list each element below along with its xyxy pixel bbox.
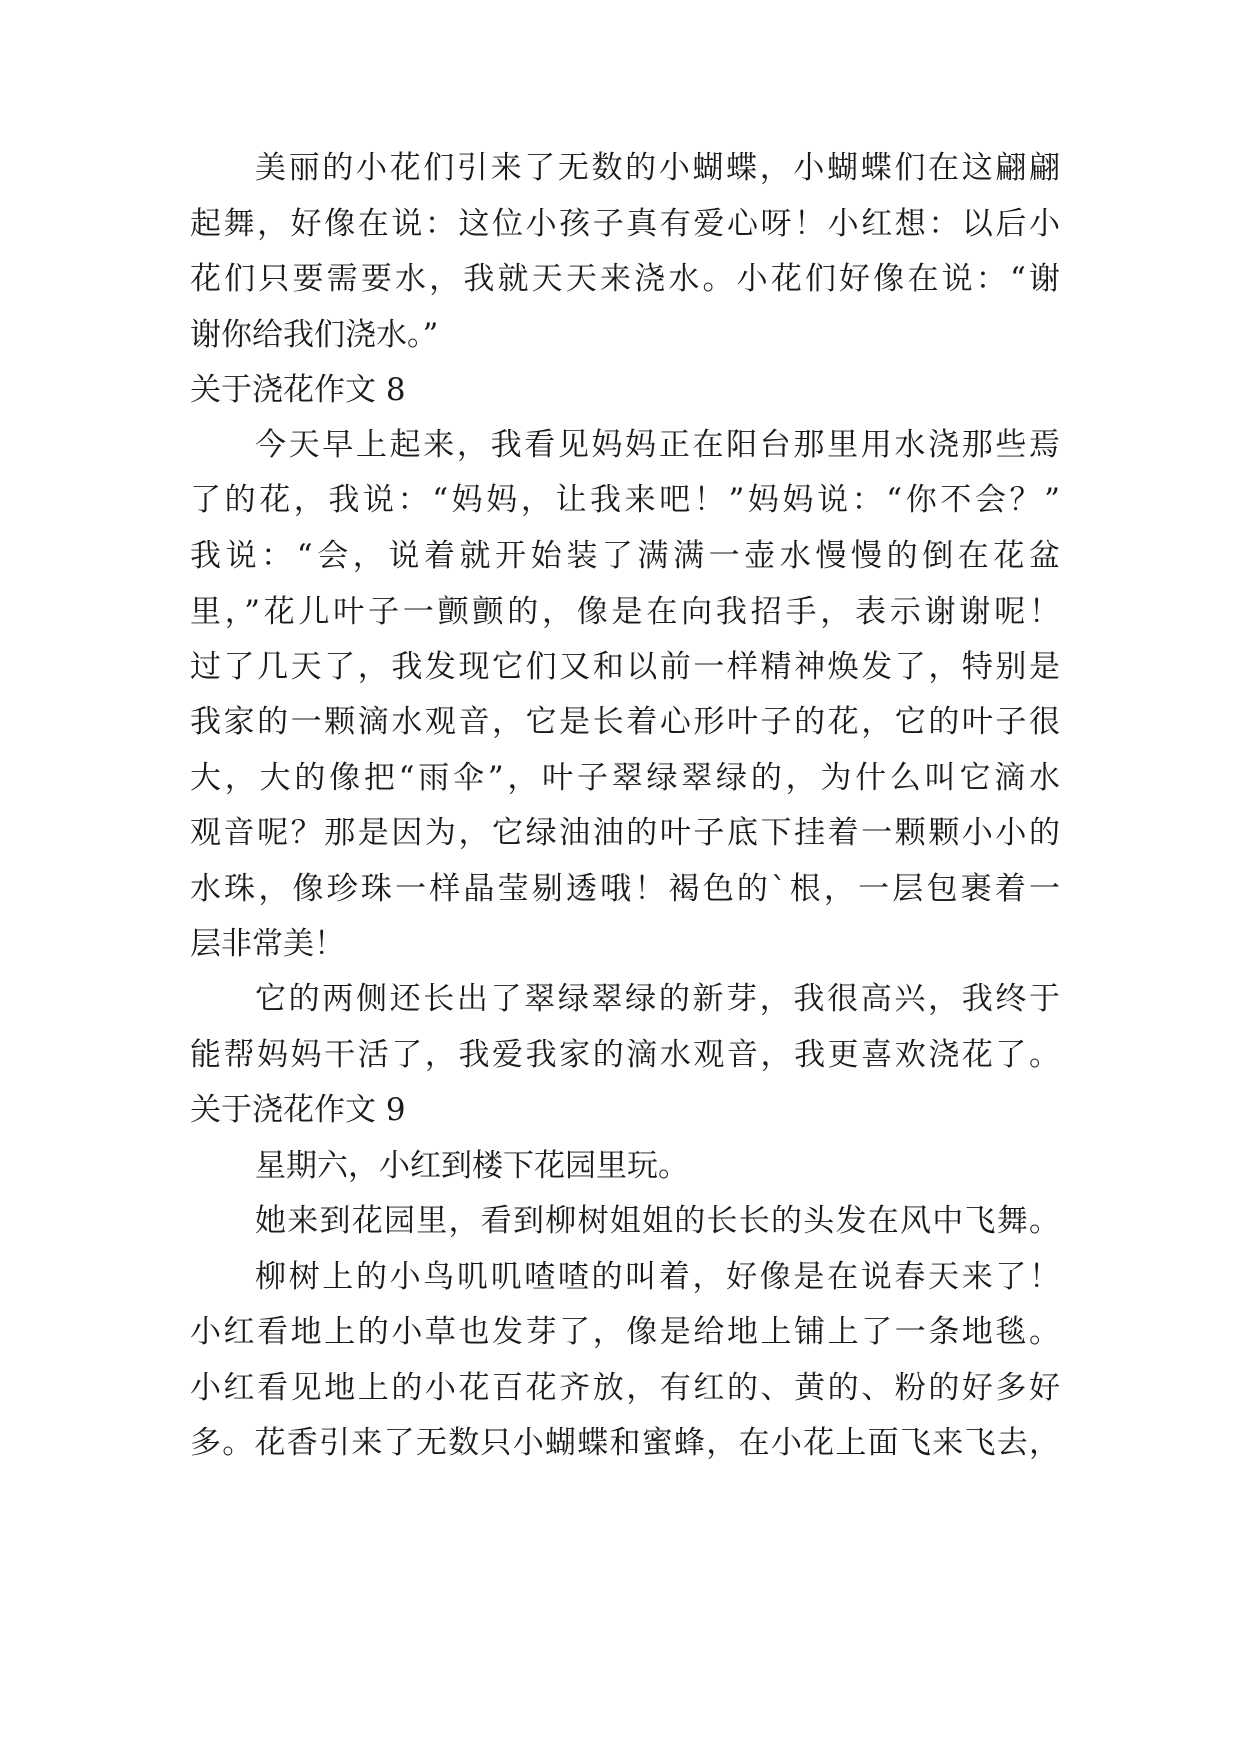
paragraph-line: 它的两侧还长出了翠绿翠绿的新芽，我很高兴，我终于 (255, 981, 1060, 1017)
paragraph-line: 今天早上起来，我看见妈妈正在阳台那里用水浇那些焉 (255, 427, 1060, 463)
paragraph-line: 大，大的像把“雨伞”，叶子翠绿翠绿的，为什么叫它滴水 (190, 760, 1060, 796)
paragraph-line: 能帮妈妈干活了，我爱我家的滴水观音，我更喜欢浇花了。 (190, 1037, 1060, 1073)
section-heading: 关于浇花作文 8 (190, 372, 406, 408)
paragraph-line: 花们只要需要水，我就天天来浇水。小花们好像在说：“谢 (190, 261, 1060, 297)
paragraph-line: 美丽的小花们引来了无数的小蝴蝶，小蝴蝶们在这翩翩 (255, 150, 1060, 186)
paragraph-line: 观音呢？那是因为，它绿油油的叶子底下挂着一颗颗小小的 (190, 815, 1060, 851)
paragraph-line: 她来到花园里，看到柳树姐姐的长长的头发在风中飞舞。 (255, 1203, 1060, 1239)
paragraph-line: 我说：“会，说着就开始装了满满一壶水慢慢的倒在花盆 (190, 538, 1060, 574)
paragraph-line: 层非常美！ (190, 926, 345, 962)
section-heading: 关于浇花作文 9 (190, 1092, 406, 1128)
paragraph-line: 多。花香引来了无数只小蝴蝶和蜜蜂，在小花上面飞来飞去， (190, 1425, 1060, 1461)
paragraph-line: 星期六，小红到楼下花园里玩。 (255, 1148, 689, 1184)
paragraph-line: 柳树上的小鸟叽叽喳喳的叫着，好像是在说春天来了！ (255, 1259, 1060, 1295)
paragraph-line: 我家的一颗滴水观音，它是长着心形叶子的花，它的叶子很 (190, 704, 1060, 740)
paragraph-line: 水珠，像珍珠一样晶莹剔透哦！褐色的`根，一层包裹着一 (190, 871, 1060, 907)
paragraph-line: 了的花，我说：“妈妈，让我来吧！”妈妈说：“你不会？” (190, 482, 1060, 518)
paragraph-line: 起舞，好像在说：这位小孩子真有爱心呀！小红想：以后小 (190, 206, 1060, 242)
paragraph-line: 过了几天了，我发现它们又和以前一样精神焕发了，特别是 (190, 649, 1060, 685)
paragraph-line: 里，”花儿叶子一颤颤的，像是在向我招手，表示谢谢呢！ (190, 594, 1060, 630)
paragraph-line: 谢你给我们浇水。” (190, 317, 439, 353)
paragraph-line: 小红看见地上的小花百花齐放，有红的、黄的、粉的好多好 (190, 1370, 1060, 1406)
paragraph-line: 小红看地上的小草也发芽了，像是给地上铺上了一条地毯。 (190, 1314, 1060, 1350)
